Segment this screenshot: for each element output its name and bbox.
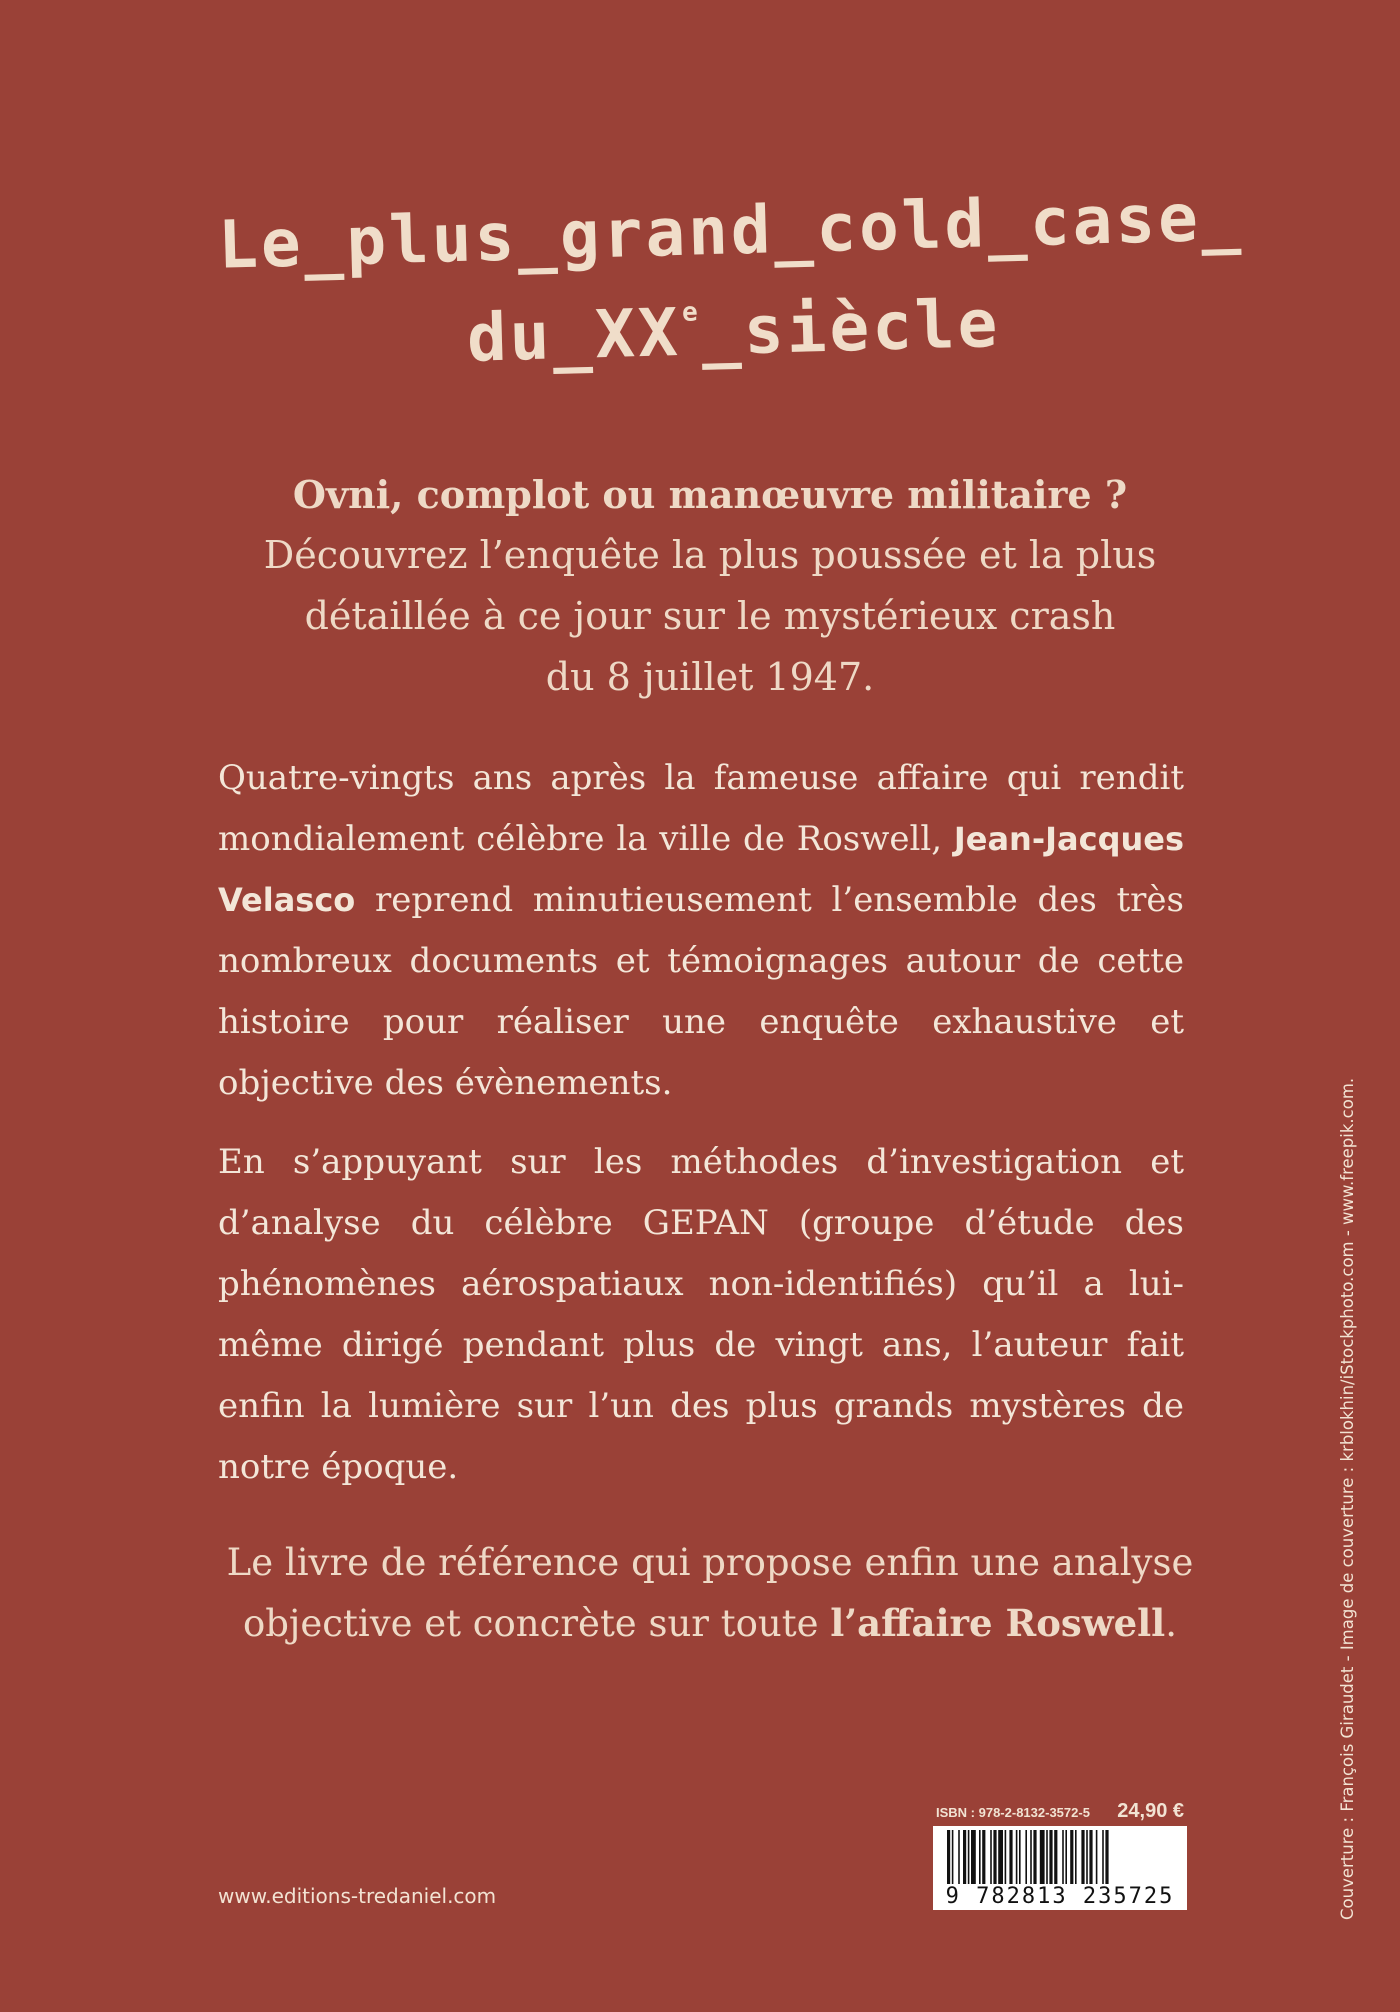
closing-statement xyxy=(180,1532,1240,1654)
closing-line-2-start: objective et concrète sur toute xyxy=(242,1602,831,1645)
paragraph-1-end: reprend minutieusement l’ensemble des très nombreux documents et témoignages autour de cette histoire pour réaliser une enquête exhaustive et objective des évènements. xyxy=(218,880,1184,1103)
cover-title xyxy=(210,178,1254,382)
closing-emphasis: l’affaire Roswell xyxy=(830,1601,1166,1645)
title-line-2-end: _siècle xyxy=(700,284,1002,371)
title-line-2-start: du_XX xyxy=(465,293,682,377)
body-paragraph-1 xyxy=(218,748,1184,1114)
lead-paragraph xyxy=(180,464,1240,708)
cover-credit: Couverture : François Giraudet - Image de couverture : krblokhin/iStockphoto.com - www.freepik.com. xyxy=(1338,1077,1357,1920)
title-superscript: e xyxy=(681,297,702,328)
body-paragraph-2: En s’appuyant sur les méthodes d’investigation et d’analyse du célèbre GEPAN (groupe d’étude des phénomènes aérospatiaux non-identifiés) qu’il a lui-même dirigé pendant plus de vingt ans, l’auteur fait enfin la lumière sur l’un des plus grands mystères de notre époque. xyxy=(218,1142,1184,1487)
lead-question: Ovni, complot ou manœuvre militaire ? xyxy=(292,472,1128,517)
title-line-1: Le_plus_grand_cold_case_ xyxy=(217,178,1245,284)
lead-line-3: détaillée à ce jour sur le mystérieux crash xyxy=(304,594,1116,638)
closing-line-2 xyxy=(180,1593,1240,1654)
paragraph-1-start: Quatre-vingts ans après la fameuse affaire qui rendit mondialement célèbre la ville de Roswell, xyxy=(218,758,1184,859)
barcode-digits: 9 782813 235725 xyxy=(933,1884,1187,1910)
author-name: Jean-Jacques Velasco xyxy=(218,820,1184,919)
lead-line-2: Découvrez l’enquête la plus poussée et la plus xyxy=(263,533,1157,577)
isbn-number: ISBN : 978-2-8132-3572-5 xyxy=(936,1805,1090,1820)
barcode xyxy=(933,1826,1187,1910)
closing-line-1: Le livre de référence qui propose enfin une analyse xyxy=(226,1541,1194,1584)
publisher-website: www.editions-tredaniel.com xyxy=(218,1884,497,1908)
price: 24,90 € xyxy=(1117,1800,1184,1822)
isbn-price-row xyxy=(936,1800,1184,1823)
lead-line-4: du 8 juillet 1947. xyxy=(545,655,875,699)
closing-line-2-end: . xyxy=(1165,1602,1178,1645)
